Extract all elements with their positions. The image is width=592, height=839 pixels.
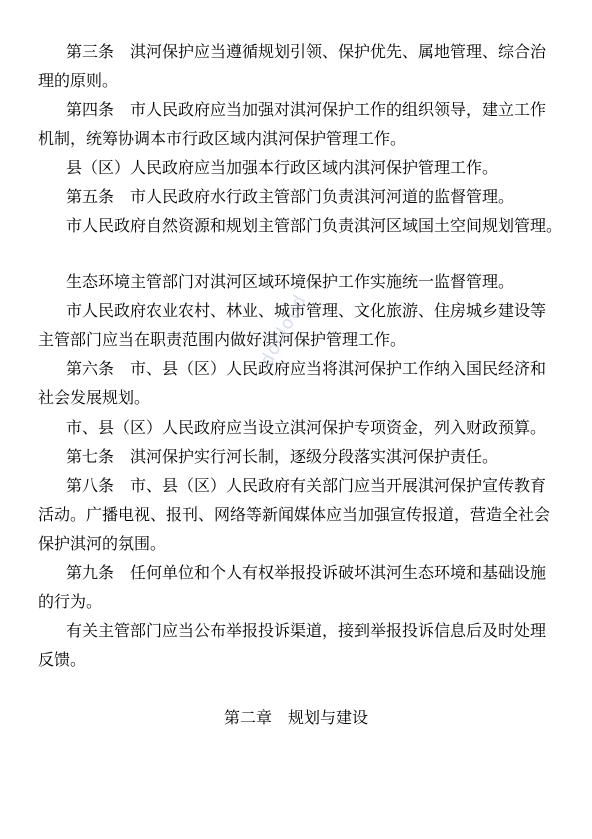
- paragraph-article-8: 第八条 市、县（区）人民政府有关部门应当开展淇河保护宣传教育活动。广播电视、报刊、网络等新闻媒体应当加强宣传报道，营造全社会保护淇河的氛围。: [38, 476, 551, 553]
- paragraph-article-9: 第九条 任何单位和个人有权举报投诉破坏淇河生态环境和基础设施的行为。: [38, 563, 547, 611]
- paragraph-article-4: 第四条 市人民政府应当加强对淇河保护工作的组织领导，建立工作机制，统筹协调本市行政区域内淇河保护管理工作。: [38, 100, 547, 148]
- chapter-heading: 第二章 规划与建设: [223, 708, 368, 727]
- paragraph-county-government: 县（区）人民政府应当加强本行政区域内淇河保护管理工作。: [66, 158, 499, 177]
- paragraph-article-5: 第五条 市人民政府水行政主管部门负责淇河河道的监督管理。: [66, 187, 515, 206]
- paragraph-ecological-environment: 生态环境主管部门对淇河区域环境保护工作实施统一监督管理。: [66, 272, 515, 291]
- paragraph-special-funds: 市、县（区）人民政府应当设立淇河保护专项资金，列入财政预算。: [66, 418, 547, 437]
- paragraph-departments: 市人民政府农业农村、林业、城市管理、文化旅游、住房城乡建设等主管部门应当在职责范围内做好淇河保护管理工作。: [38, 301, 547, 349]
- paragraph-article-6: 第六条 市、县（区）人民政府应当将淇河保护工作纳入国民经济和社会发展规划。: [38, 359, 547, 407]
- watermark-logo: docloud: [256, 290, 312, 370]
- paragraph-article-3: 第三条 淇河保护应当遵循规划引领、保护优先、属地管理、综合治理的原则。: [38, 42, 547, 90]
- paragraph-complaint-channels: 有关主管部门应当公布举报投诉渠道，接到举报投诉信息后及时处理反馈。: [38, 621, 547, 669]
- paragraph-article-7: 第七条 淇河保护实行河长制，逐级分段落实淇河保护责任。: [66, 447, 499, 466]
- paragraph-natural-resources: 市人民政府自然资源和规划主管部门负责淇河区域国土空间规划管理。: [66, 216, 563, 235]
